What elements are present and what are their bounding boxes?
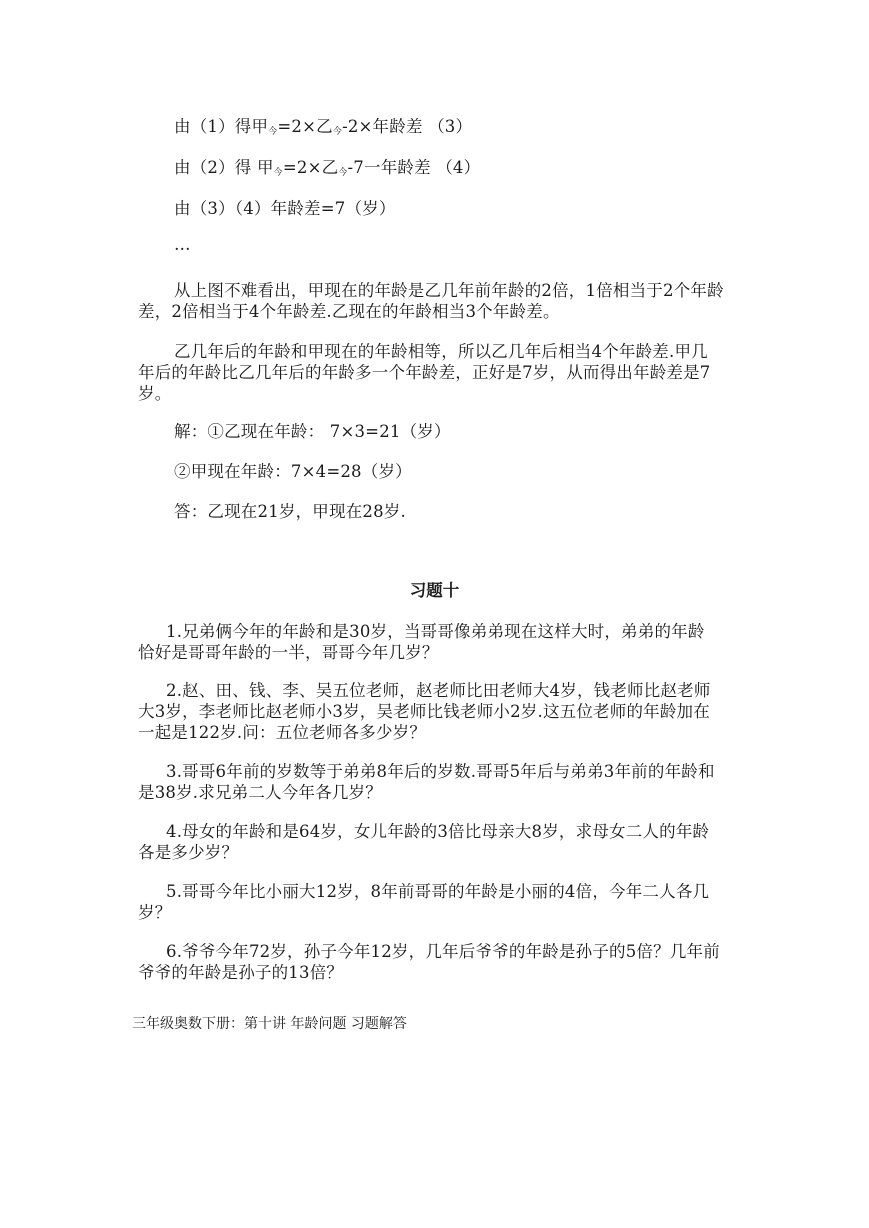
exercise-4-line-2: 各是多少岁？ [138, 843, 239, 862]
eq3-post: -2×年龄差 （3） [342, 117, 473, 136]
exercise-3-line-2: 是38岁.求兄弟二人今年各几岁？ [138, 783, 382, 802]
para2-line-3: 岁。 [138, 384, 172, 403]
eq4-pre: 由（2）得 甲 [174, 158, 274, 177]
exercise-4-line-1: 4.母女的年龄和是64岁，女儿年龄的3倍比母亲大8岁，求母女二人的年龄 [166, 822, 710, 841]
para1-line-2: 差，2倍相当于4个年龄差.乙现在的年龄相当3个年龄差。 [138, 302, 560, 321]
solution-step-2: ②甲现在年龄：7×4=28（岁） [174, 462, 412, 481]
exercise-title: 习题十 [409, 581, 460, 600]
exercise-5-line-2: 岁？ [138, 903, 172, 922]
eq3-subscript-1: 今 [268, 127, 278, 137]
equation-3 [174, 116, 472, 143]
answer: 答：乙现在21岁，甲现在28岁. [174, 502, 406, 521]
eq4-subscript-1: 今 [273, 168, 283, 178]
age-difference-result: 由（3）（4）年龄差=7（岁） [174, 199, 396, 218]
para2-line-2: 年后的年龄比乙几年后的年龄多一个年龄差，正好是7岁，从而得出年龄差是7 [138, 363, 711, 382]
eq3-pre: 由（1）得甲 [174, 117, 269, 136]
exercise-1-line-2: 恰好是哥哥年龄的一半，哥哥今年几岁？ [138, 643, 439, 662]
exercise-3-line-1: 3.哥哥6年前的岁数等于弟弟8年后的岁数.哥哥5年后与弟弟3年前的年龄和 [166, 762, 715, 781]
exercise-2-line-2: 大3岁，李老师比赵老师小3岁，吴老师比钱老师小2岁.这五位老师的年龄加在 [138, 702, 710, 721]
eq3-subscript-2: 今 [332, 127, 343, 137]
exercise-6-line-1: 6.爷爷今年72岁，孙子今年12岁，几年后爷爷的年龄是孙子的5倍？几年前 [166, 942, 720, 961]
exercise-6-line-2: 爷爷的年龄是孙子的13倍？ [138, 963, 344, 982]
solution-step-1: 解：①乙现在年龄： 7×3=21（岁） [174, 422, 451, 441]
exercise-5-line-1: 5.哥哥今年比小丽大12岁，8年前哥哥的年龄是小丽的4倍，今年二人各几 [166, 882, 710, 901]
equation-4 [174, 157, 480, 184]
eq4-mid: =2×乙 [282, 158, 339, 177]
page-footer: 三年级奥数下册：第十讲 年龄问题 习题解答 [132, 1016, 407, 1032]
ellipsis: … [174, 235, 191, 254]
exercise-2-line-3: 一起是122岁.问：五位老师各多少岁？ [138, 723, 427, 742]
eq4-post: -7一年龄差 （4） [347, 158, 481, 177]
eq3-mid: =2×乙 [277, 117, 333, 136]
exercise-1-line-1: 1.兄弟俩今年的年龄和是30岁，当哥哥像弟弟现在这样大时，弟弟的年龄 [166, 622, 705, 641]
eq4-subscript-2: 今 [338, 168, 348, 178]
exercise-2-line-1: 2.赵、田、钱、李、吴五位老师，赵老师比田老师大4岁，钱老师比赵老师 [166, 681, 711, 700]
para1-line-1: 从上图不难看出，甲现在的年龄是乙几年前年龄的2倍，1倍相当于2个年龄 [174, 281, 724, 300]
para2-line-1: 乙几年后的年龄和甲现在的年龄相等，所以乙几年后相当4个年龄差.甲几 [174, 342, 708, 361]
